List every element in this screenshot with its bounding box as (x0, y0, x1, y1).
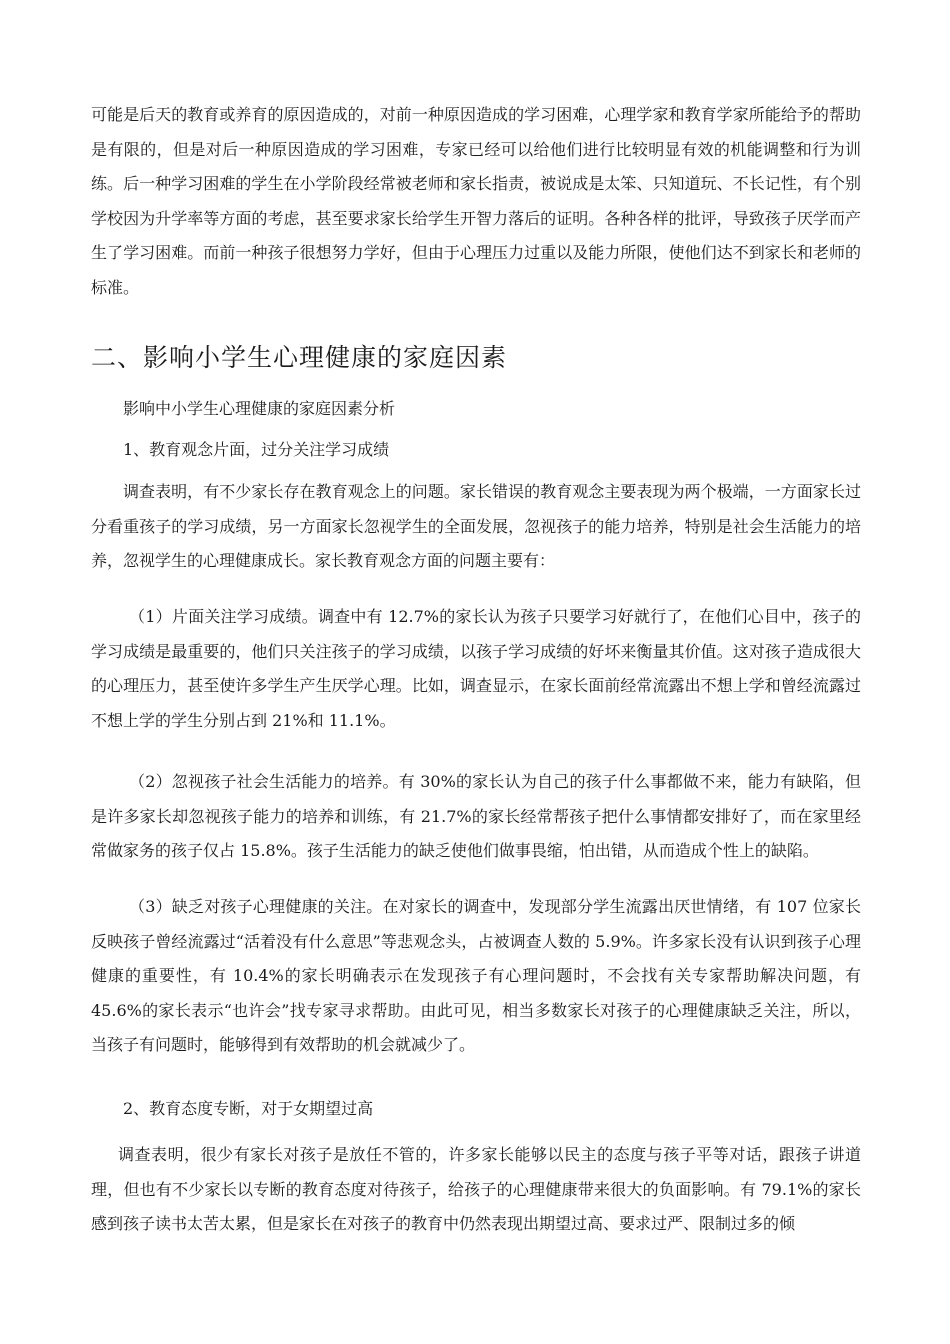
paragraph-learning-difficulty: 可能是后天的教育或养育的原因造成的，对前一种原因造成的学习困难，心理学家和教育学家所能给予的帮助是有限的，但是对后一种原因造成的学习困难，专家已经可以给他们进行比较明显有效的机能调整和行为训练。后一种学习困难的学生在小学阶段经常被老师和家长指责，被说成是太笨、只知道玩、不长记性，有个别学校因为升学率等方面的考虑，甚至要求家长给学生开智力落后的证明。各种各样的批评，导致孩子厌学而产生了学习困难。而前一种孩子很想努力学好，但由于心理压力过重以及能力所限，使他们达不到家长和老师的标准。 (91, 105, 861, 297)
paragraph-point-1: （1）片面关注学习成绩。调查中有 12.7%的家长认为孩子只要学习好就行了，在他们心目中，孩子的学习成绩是最重要的，他们只关注孩子的学习成绩，以孩子学习成绩的好坏来衡量其价值。这对孩子造成很大的心理压力，甚至使许多学生产生厌学心理。比如，调查显示，在家长面前经常流露出不想上学和曾经流露过不想上学的学生分别占到 21%和 11.1%。 (91, 607, 861, 730)
item-heading-2: 2、教育态度专断，对于女期望过高 (123, 1099, 374, 1118)
paragraph-point-3: （3）缺乏对孩子心理健康的关注。在对家长的调查中，发现部分学生流露出厌世情绪，有 107 位家长反映孩子曾经流露过“活着没有什么意思”等悲观念头，占被调查人数的 5.9%。许多家长没有认识到孩子心理健康的重要性，有 10.4%的家长明确表示在发现孩子有心理问题时，不会找有关专家帮助解决问题，有 45.6%的家长表示“也许会”找专家寻求帮助。由此可见，相当多数家长对孩子的心理健康缺乏关注，所以，当孩子有问题时，能够得到有效帮助的机会就减少了。 (91, 897, 861, 1054)
paragraph-attitude: 调查表明，很少有家长对孩子是放任不管的，许多家长能够以民主的态度与孩子平等对话，跟孩子讲道理，但也有不少家长以专断的教育态度对待孩子，给孩子的心理健康带来很大的负面影响。有 79.1%的家长感到孩子读书太苦太累，但是家长在对孩子的教育中仍然表现出期望过高、要求过严、限制过多的倾 (91, 1145, 861, 1233)
section-heading: 二、影响小学生心理健康的家庭因素 (91, 343, 508, 372)
item-heading-1: 1、教育观念片面，过分关注学习成绩 (123, 440, 390, 459)
paragraph-survey-intro: 调查表明，有不少家长存在教育观念上的问题。家长错误的教育观念主要表现为两个极端，一方面家长过分看重孩子的学习成绩，另一方面家长忽视学生的全面发展，忽视孩子的能力培养，特别是社会生活能力的培养，忽视学生的心理健康成长。家长教育观念方面的问题主要有： (91, 482, 861, 570)
paragraph-point-2: （2）忽视孩子社会生活能力的培养。有 30%的家长认为自己的孩子什么事都做不来，能力有缺陷，但是许多家长却忽视孩子能力的培养和训练，有 21.7%的家长经常帮孩子把什么事情都安排好了，而在家里经常做家务的孩子仅占 15.8%。孩子生活能力的缺乏使他们做事畏缩，怕出错，从而造成个性上的缺陷。 (91, 772, 861, 860)
subtitle: 影响中小学生心理健康的家庭因素分析 (123, 399, 396, 418)
